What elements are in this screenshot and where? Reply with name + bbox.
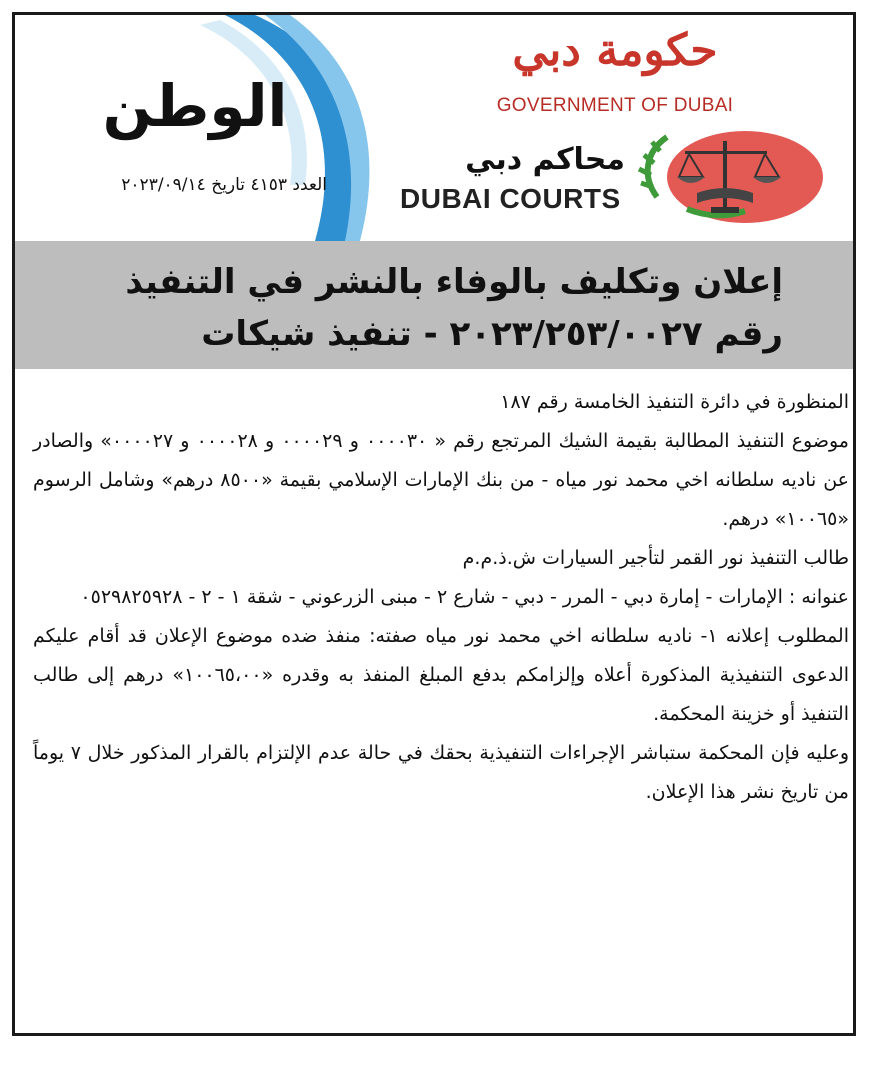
notice-body: [33, 383, 849, 812]
notice-title: إعلان وتكليف بالوفاء بالنشر في التنفيذ: [125, 262, 783, 302]
notice-frame: [12, 12, 856, 1036]
dubai-courts-english: DUBAI COURTS: [400, 183, 621, 214]
government-of-dubai-english: GOVERNMENT OF DUBAI: [496, 95, 734, 116]
masthead: [15, 15, 853, 241]
government-of-dubai-arabic: حكومة دبي: [512, 25, 718, 76]
newspaper-name: الوطن: [102, 72, 288, 140]
body-paragraph-respondent: المطلوب إعلانه ١- ناديه سلطانه اخي محمد نور مياه صفته: منفذ ضده موضوع الإعلان قد أقام عليكم الدعوى التنفيذية المذكورة أعلاه وإلزامكم بدفع المبلغ المنفذ به وقدره «١٠٠٦٥،٠٠» درهم إلى طالب التنفيذ أو خزينة المحكمة.: [33, 625, 849, 725]
body-paragraph-subject: موضوع التنفيذ المطالبة بقيمة الشيك المرتجع رقم « ٠٠٠٠٣٠ و ٠٠٠٠٢٩ و ٠٠٠٠٢٨ و ٠٠٠٠٢٧» والصادر عن ناديه سلطانه اخي محمد نور مياه - من بنك الإمارات الإسلامي بقيمة «٨٥٠٠ درهم» وشامل الرسوم «١٠٠٦٥» درهم.: [33, 430, 849, 530]
scales-of-justice-icon: [627, 127, 827, 227]
body-paragraph-warning: وعليه فإن المحكمة ستباشر الإجراءات التنفيذية بحقك في حالة عدم الإلتزام بالقرار المذكور خلال ٧ يوماً من تاريخ نشر هذا الإعلان.: [33, 742, 849, 803]
body-paragraph-address: عنوانه : الإمارات - إمارة دبي - المرر - دبي - شارع ٢ - مبنى الزرعوني - شقة ١ - ٢ - ٠٥٢٩٨٢٥٩٢٨: [80, 586, 849, 608]
dubai-courts-arabic: محاكم دبي: [465, 142, 625, 177]
case-number-title: رقم ٢٠٢٣/٢٥٣/٠٠٢٧ - تنفيذ شيكات: [201, 314, 783, 354]
notice-title-band: [15, 241, 853, 369]
body-paragraph-circuit: المنظورة في دائرة التنفيذ الخامسة رقم ١٨٧: [500, 391, 849, 413]
body-paragraph-claimant: طالب التنفيذ نور القمر لتأجير السيارات ش.ذ.م.م: [462, 547, 849, 569]
issue-line: العدد ٤١٥٣ تاريخ ٢٠٢٣/٠٩/١٤: [121, 175, 327, 195]
